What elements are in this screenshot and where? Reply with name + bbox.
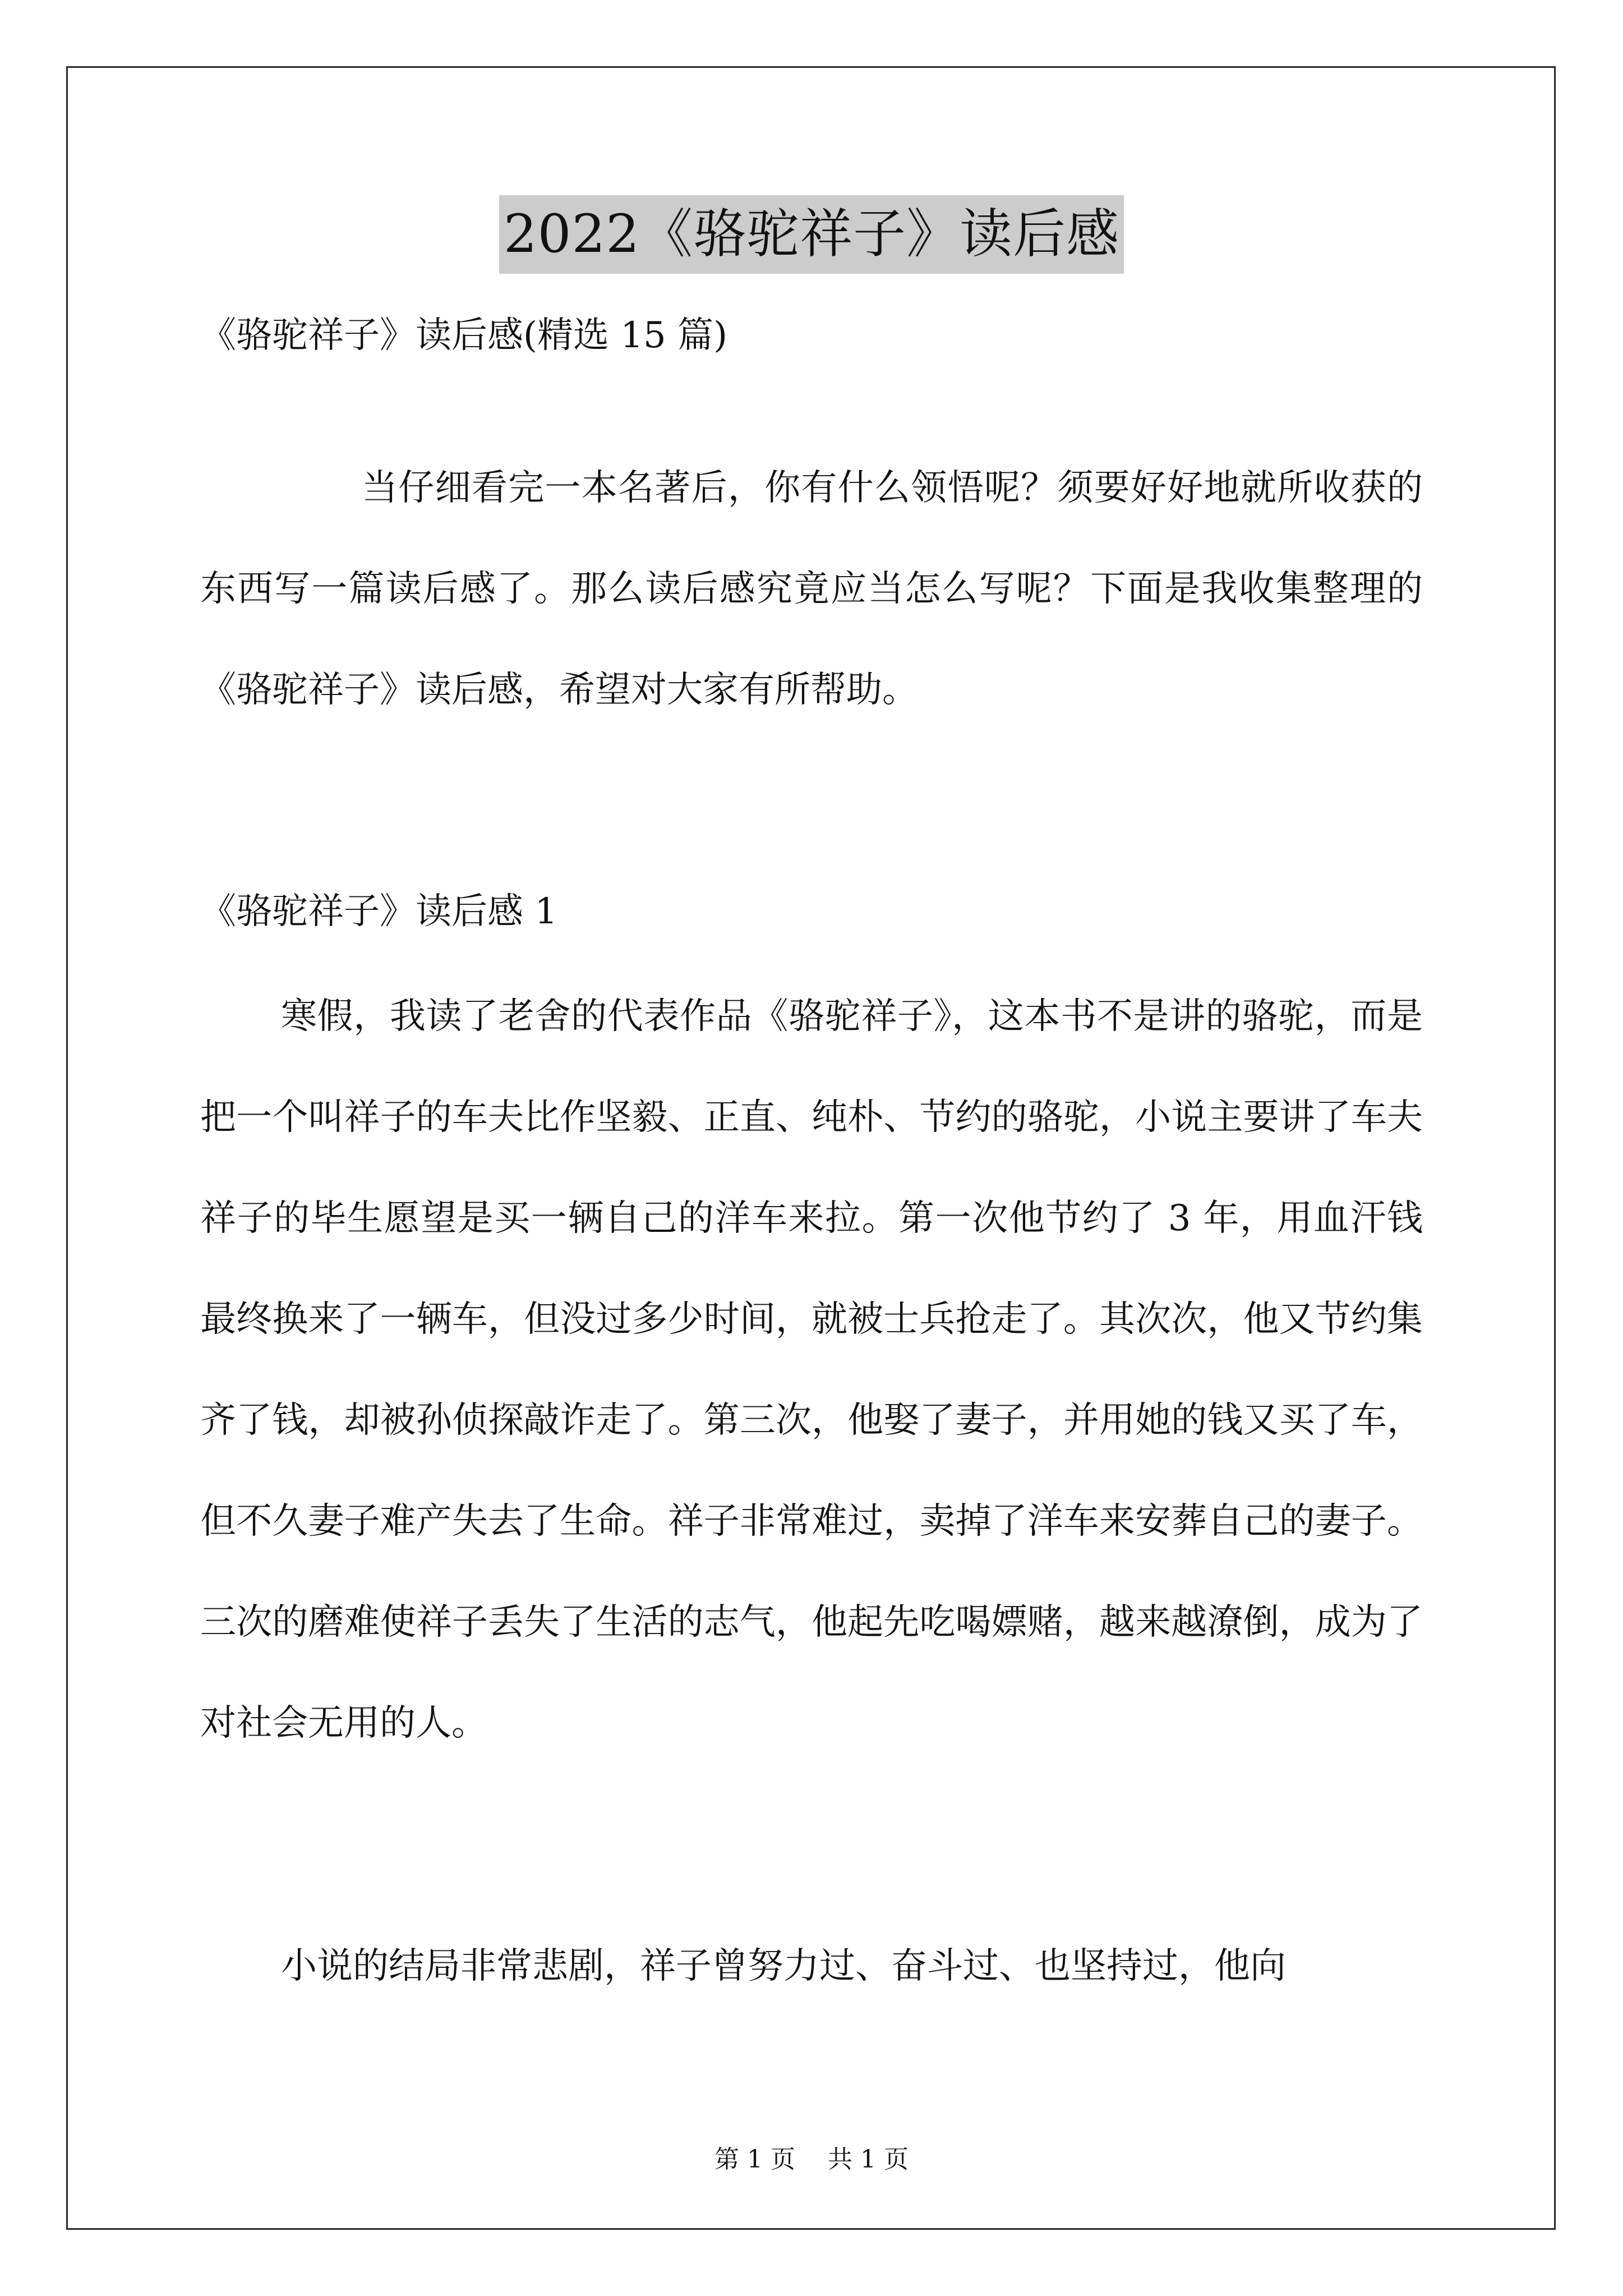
document-subtitle: 《骆驼祥子》读后感(精选 15 篇) (200, 315, 728, 356)
title-container (0, 195, 1623, 274)
intro-paragraph: 当仔细看完一本名著后，你有什么领悟呢？须要好好地就所收获的东西写一篇读后感了。那么读后感究竟应当怎么写呢？下面是我收集整理的《骆驼祥子》读后感，希望对大家有所帮助。 (200, 467, 1423, 711)
body-paragraph-2: 小说的结局非常悲剧，祥子曾努力过、奋斗过、也坚持过，他向 (281, 1945, 1286, 1987)
document-title: 2022《骆驼祥子》读后感 (499, 195, 1124, 274)
page-footer: 第 1 页 共 1 页 (714, 2145, 909, 2174)
section-heading: 《骆驼祥子》读后感 1 (200, 891, 558, 932)
body-paragraph-1: 寒假，我读了老舍的代表作品《骆驼祥子》，这本书不是讲的骆驼，而是把一个叫祥子的车夫比作坚毅、正直、纯朴、节约的骆驼，小说主要讲了车夫祥子的毕生愿望是买一辆自己的洋车来拉。第一次他节约了 3 年，用血汗钱最终换来了一辆车，但没过多少时间，就被士兵抢走了。其次次，他又节约集齐了钱，却被孙侦探敲诈走了。第三次，他娶了妻子，并用她的钱又买了车，但不久妻子难产失去了生命。祥子非常难过，卖掉了洋车来安葬自己的妻子。三次的磨难使祥子丢失了生活的志气，他起先吃喝嫖赌，越来越潦倒，成为了对社会无用的人。 (200, 996, 1423, 1744)
